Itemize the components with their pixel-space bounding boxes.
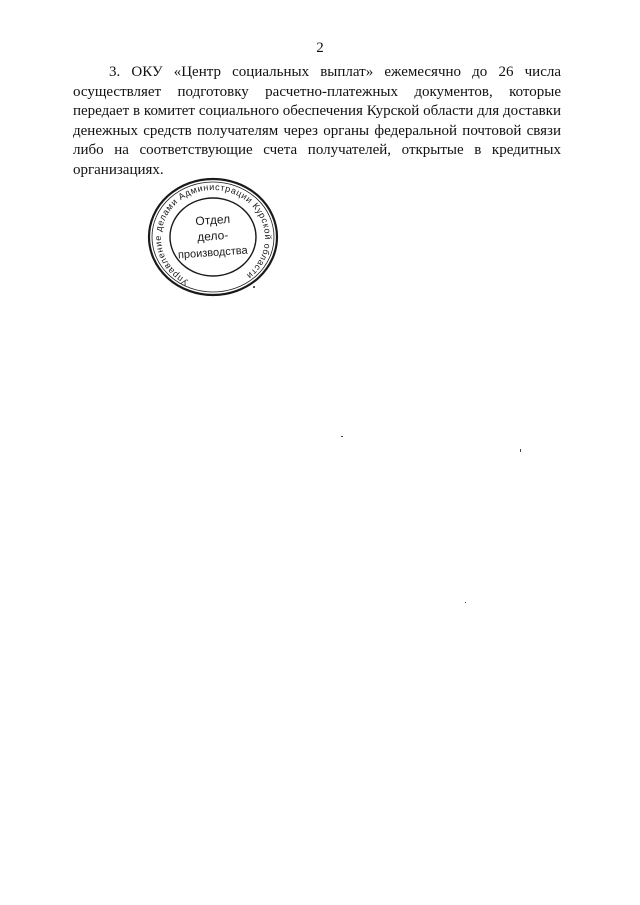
stamp-center-line-2: дело- [196, 227, 229, 245]
scan-speck [465, 602, 466, 603]
stamp-center-line-1: Отдел [194, 211, 231, 229]
stamp-ring-text: Управление делами Администрации Курской области [153, 181, 274, 288]
svg-text:•: • [252, 283, 256, 292]
scan-speck [520, 449, 521, 452]
stamp-center-line-3: производства [177, 244, 249, 262]
paragraph-item-3: 3. ОКУ «Центр социальных выплат» ежемесячно до 26 числа осуществляет подготовку расчетно-платежных документов, которые передает в комитет социального обеспечения Курской области для доставки денежных средств получателям через органы федеральной почтовой связи либо на соответствующие счета получателей, открытые в кредитных организациях. [73, 64, 561, 178]
scan-speck [341, 436, 343, 437]
office-stamp [144, 174, 282, 300]
page-number: 2 [316, 40, 324, 56]
